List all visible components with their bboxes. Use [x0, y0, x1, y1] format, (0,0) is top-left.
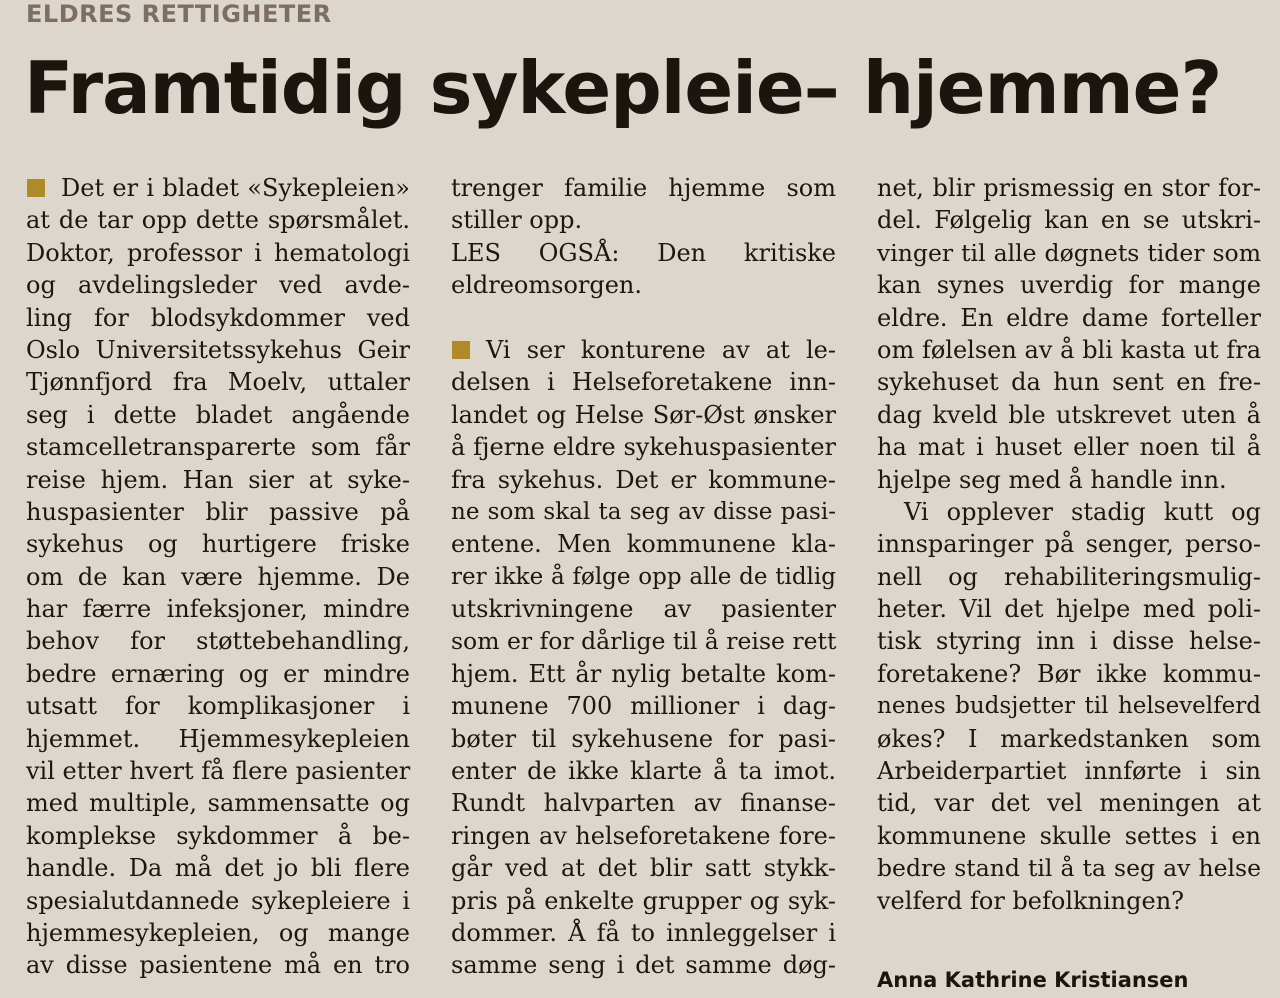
text-line: kommunene skulle settes i en: [877, 821, 1261, 850]
text-line: at de tar opp dette spørsmålet.: [26, 206, 410, 235]
text-line: ha mat i huset eller noen til å: [877, 433, 1261, 462]
text-line: eldreomsorgen.: [451, 271, 643, 300]
text-line: entene. Men kommunene kla-: [451, 530, 836, 559]
text-line: vil etter hvert få flere pasienter: [26, 757, 411, 786]
text-line: tisk styring inn i disse helse-: [877, 627, 1261, 656]
text-line: seg i dette bladet angående: [26, 400, 410, 429]
text-line: velferd for befolkningen?: [877, 886, 1185, 915]
text-line: bøter til sykehusene for pasi-: [451, 724, 836, 753]
text-line: Doktor, professor i hematologi: [26, 238, 410, 267]
text-line: eldre. En eldre dame forteller: [877, 303, 1261, 332]
text-line: reise hjem. Han sier at syke-: [26, 465, 410, 494]
text-line: ne som skal ta seg av disse pasi-: [451, 498, 836, 525]
text-line: handle. Da må det jo bli flere: [26, 854, 410, 883]
text-line: økes? I markedstanken som: [877, 724, 1261, 753]
text-line: med multiple, sammensatte og: [26, 789, 410, 818]
text-line: tid, var det vel meningen at: [877, 789, 1261, 818]
paragraph-marker-icon: [452, 341, 470, 359]
text-line: ringen av helseforetakene fore-: [451, 821, 836, 850]
text-line: dag kveld ble utskrevet uten å: [877, 400, 1261, 429]
text-line: Oslo Universitetssykehus Geir: [26, 335, 410, 364]
text-line: av disse pasientene må en tro: [26, 951, 410, 980]
text-line: munene 700 millioner i dag-: [451, 692, 836, 721]
text-line: nell og rehabiliteringsmulig-: [877, 562, 1261, 591]
text-line: dommer. Å få to innleggelser i: [451, 918, 836, 947]
text-line: landet og Helse Sør-Øst ønsker: [451, 400, 836, 429]
text-line: LES OGSÅ: Den kritiske: [451, 238, 836, 267]
text-line: Vi opplever stadig kutt og: [904, 497, 1261, 526]
text-line: og avdelingsleder ved avde-: [26, 271, 410, 300]
text-line: stamcelletransparerte som får: [26, 433, 410, 462]
text-line: sykehus og hurtigere friske: [26, 530, 410, 559]
text-line: rer ikke å følge opp alle de tidlig: [451, 563, 836, 590]
paragraph-gap: [451, 302, 836, 334]
text-line: utsatt for komplikasjoner i: [26, 692, 410, 721]
text-line: hjelpe seg med å handle inn.: [877, 465, 1227, 494]
text-line: del. Følgelig kan en se utskri-: [877, 206, 1261, 235]
text-line: delsen i Helseforetakene inn-: [451, 368, 836, 397]
text-line: enter de ikke klarte å ta imot.: [451, 757, 836, 786]
paragraph-marker-icon: [27, 179, 45, 197]
text-line: heter. Vil det hjelpe med poli-: [877, 595, 1261, 624]
text-line: om følelsen av å bli kasta ut fra: [877, 335, 1261, 364]
text-line: samme seng i det samme døg-: [451, 951, 836, 980]
text-line: Vi ser konturene av at le-: [451, 334, 836, 366]
text-line: nenes budsjetter til helsevelferd: [877, 693, 1261, 720]
text-line: går ved at det blir satt stykk-: [451, 854, 836, 883]
text-line: bedre ernæring og er mindre: [26, 659, 410, 688]
text-line: Det er i bladet «Sykepleien»: [26, 172, 410, 204]
text-line: Tjønnfjord fra Moelv, uttaler: [26, 368, 410, 397]
author-byline: Anna Kathrine Kristiansen: [877, 968, 1189, 992]
text-line: hjemmesykepleien, og mange: [26, 918, 410, 947]
text-line: kan synes uverdig for mange: [877, 271, 1261, 300]
text-line: utskrivningene av pasienter: [451, 595, 836, 624]
text-line: spesialutdannede sykepleiere i: [26, 886, 410, 915]
text-line: fra sykehus. Det er kommune-: [451, 465, 836, 494]
text-line: komplekse sykdommer å be-: [26, 821, 410, 850]
text-line: huspasienter blir passive på: [26, 497, 410, 526]
text-line: Arbeiderpartiet innførte i sin: [877, 757, 1261, 786]
text-line: vinger til alle døgnets tider som: [877, 238, 1261, 267]
text-line: å fjerne eldre sykehuspasienter: [451, 433, 836, 462]
section-kicker: ELDRES RETTIGHETER: [26, 0, 332, 28]
article-column-3: [877, 172, 1261, 917]
text-line: net, blir prismessig en stor for-: [877, 174, 1261, 202]
text-line: trenger familie hjemme som: [451, 174, 836, 202]
text-line: hjemmet. Hjemmesykepleien: [26, 724, 410, 753]
text-line: Rundt halvparten av finanse-: [451, 789, 836, 818]
article-column-2: [451, 172, 836, 982]
text-line: ling for blodsykdommer ved: [26, 303, 410, 332]
text-line: sykehuset da hun sent en fre-: [877, 368, 1261, 397]
text-line: pris på enkelte grupper og syk-: [451, 886, 836, 915]
text-line: bedre stand til å ta seg av helse: [877, 854, 1261, 883]
text-line: behov for støttebehandling,: [26, 627, 410, 656]
text-line: hjem. Ett år nylig betalte kom-: [451, 659, 836, 688]
text-line: om de kan være hjemme. De: [26, 562, 410, 591]
headline: Framtidig sykepleie– hjemme?: [24, 46, 1222, 130]
article-column-1: [26, 172, 410, 982]
text-line: foretakene? Bør ikke kommu-: [877, 659, 1261, 688]
text-line: har færre infeksjoner, mindre: [26, 595, 410, 624]
text-line: innsparinger på senger, perso-: [877, 530, 1261, 559]
text-line: stiller opp.: [451, 206, 583, 235]
text-line: som er for dårlige til å reise rett: [451, 627, 837, 656]
